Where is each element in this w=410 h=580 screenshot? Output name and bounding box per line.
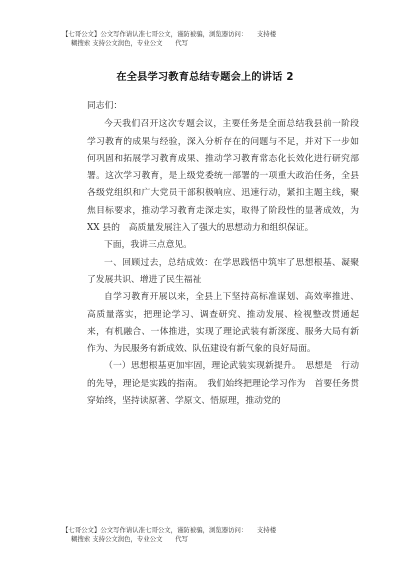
document-title: 在全县学习教育总结专题会上的讲话 2 (116, 72, 294, 83)
greeting: 同志们： (87, 101, 123, 111)
subsection-heading-1: （一）思想根基更加牢固，理论武装实现新提升。 思想是 行动的先导，理论是实践的指南。 我们始终把理论学习作为 首要任务贯穿始终，坚持读原著、学原文、悟原理，推动党的 (87, 361, 359, 407)
paragraph-opening: 今天我们召开这次专题会议，主要任务是全面总结我县前一阶段学习教育的成果与经验，深入分析存在的问题与不足，并对下一步如何巩固和拓展学习教育成果、推动学习教育常态化长效化进行研究部署。这次学习教育，是上级党委统一部署的一项重大政治任务，全县各级党组织和广大党员干部积极响应、迅速行动，紧扣主题主线，聚焦目标要求，推动学习教育走深走实，取得了阶段性的显著成效，为 XX 县的 高质量发展注入了强大的思想动力和组织保证。 (87, 119, 359, 234)
footer-notice-line-1: 【七哥公文】公文写作请认准七哥公文，谨防被骗，浏览器访问： 支持楼 (62, 526, 277, 534)
paragraph-transition: 下面，我讲三点意见。 (104, 240, 192, 251)
header-notice (62, 30, 362, 48)
paragraph-section-1-intro: 自学习教育开展以来，全县上下坚持高标准谋划、高效率推进、高质量落实，把理论学习、调查研究、推动发展、检视整改贯通起来，有机融合、一体推进，实现了理论武装有新深度、服务大局有新作为、为民服务有新成效、队伍建设有新气象的良好局面。 (87, 292, 359, 355)
header-notice-line-1: 【七哥公文】公文写作请认准七哥公文，谨防被骗，浏览器访问： 支持楼 (62, 30, 277, 38)
section-heading-1: 一、回顾过去，总结成效：在学思践悟中筑牢了思想根基、凝聚了发展共识、增进了民生福祉 (87, 257, 359, 285)
header-notice-line-2: 糊搜索 支持公文润色，专业公文 代写 (71, 39, 189, 47)
footer-notice-line-2: 糊搜索 支持公文润色，专业公文 代写 (71, 535, 189, 543)
document-body (87, 98, 359, 410)
footer-notice (62, 526, 362, 544)
